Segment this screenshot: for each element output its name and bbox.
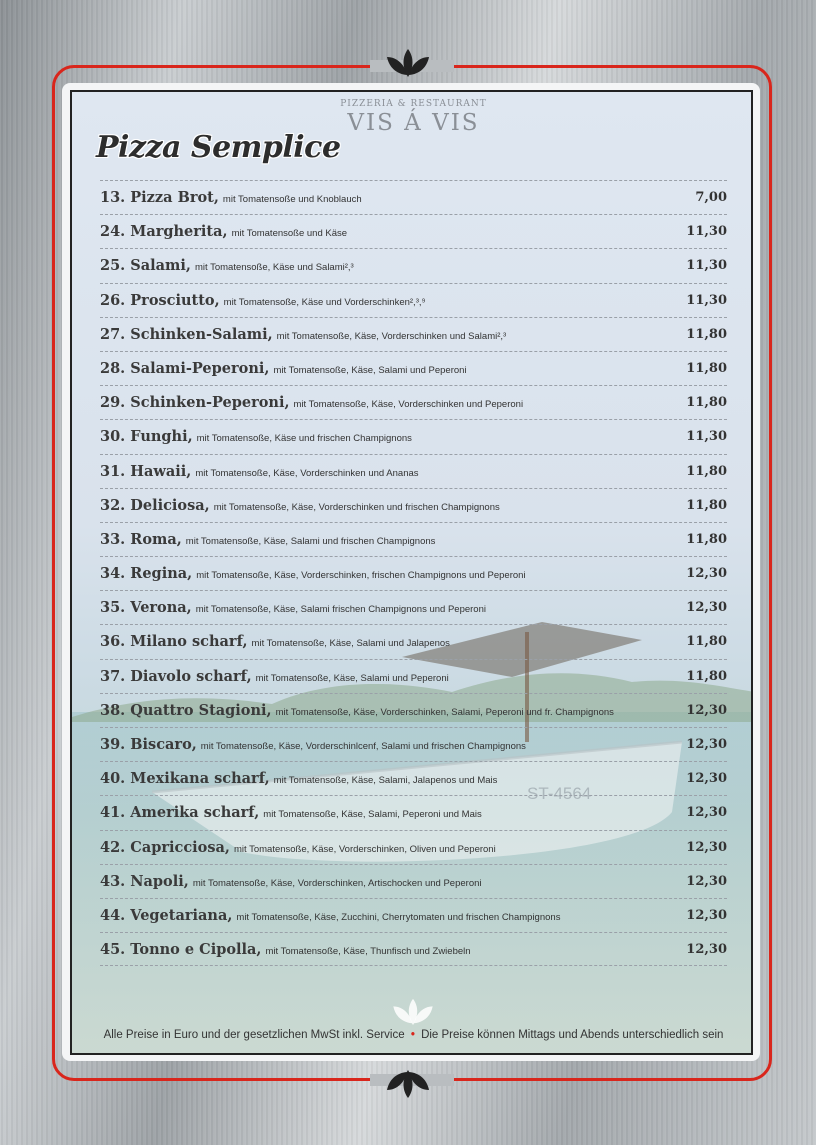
menu-item: [100, 864, 727, 898]
menu-item-description: mit Tomatensoße, Käse, Vorderschinken, Artischocken und Peperoni: [192, 877, 482, 889]
menu-item: [100, 214, 727, 248]
menu-item-price: 12,30: [686, 702, 727, 718]
menu-item: [100, 522, 727, 556]
menu-item-name: 29. Schinken-Peperoni, mit Tomatensoße, Käse, Vorderschinken und Peperoni: [100, 394, 524, 412]
menu-item-name: 13. Pizza Brot, mit Tomatensoße und Knoblauch: [100, 189, 362, 206]
menu-item-price: 12,30: [686, 566, 727, 582]
menu-item: [100, 830, 727, 864]
price-note: [72, 1029, 753, 1041]
menu-item-name: 34. Regina, mit Tomatensoße, Käse, Vorderschinken, frischen Champignons und Peperoni: [100, 565, 526, 583]
lotus-ornament-top-icon: [383, 47, 433, 79]
menu-item-name: 38. Quattro Stagioni, mit Tomatensoße, Käse, Vorderschinken, Salami, Peperoni und fr. Champignons: [100, 701, 614, 719]
menu-item-description: mit Tomatensoße, Käse, Salami frischen Champignons und Peperoni: [195, 604, 486, 616]
menu-item-name: 42. Capricciosa, mit Tomatensoße, Käse, Vorderschinken, Oliven und Peperoni: [100, 838, 496, 856]
menu-item-name: 32. Deliciosa, mit Tomatensoße, Käse, Vorderschinken und frischen Champignons: [100, 496, 500, 514]
menu-item-price: 11,80: [686, 634, 727, 650]
menu-item: [100, 454, 727, 488]
menu-item-price: 11,30: [686, 429, 727, 445]
menu-item-name: 28. Salami-Peperoni, mit Tomatensoße, Käse, Salami und Peperoni: [100, 359, 467, 377]
menu-item: [100, 590, 727, 624]
menu-item-description: mit Tomatensoße, Käse, Vorderschinken und frischen Champignons: [213, 501, 500, 513]
menu-item-price: 11,30: [686, 292, 727, 308]
menu-panel: [70, 90, 753, 1055]
menu-item-price: 12,30: [686, 737, 727, 752]
menu-item: [100, 419, 727, 453]
menu-item-description: mit Tomatensoße, Käse und frischen Champignons: [196, 433, 412, 445]
menu-item-price: 11,80: [686, 395, 727, 411]
menu-item-description: mit Tomatensoße, Käse, Salami und frischen Champignons: [185, 535, 436, 547]
menu-item-name: 31. Hawaii, mit Tomatensoße, Käse, Vorderschinken und Ananas: [100, 462, 419, 480]
menu-item-price: 12,30: [686, 771, 727, 787]
menu-item: [100, 488, 727, 522]
menu-item-description: mit Tomatensoße, Käse, Salami, Peperoni und Mais: [263, 809, 482, 821]
menu-item-name: 27. Schinken-Salami, mit Tomatensoße, Käse, Vorderschinken und Salami²,³: [100, 325, 507, 343]
menu-item: [100, 795, 727, 829]
menu-item-description: mit Tomatensoße, Käse, Salami und Peperoni: [255, 672, 449, 684]
menu-item-description: mit Tomatensoße, Käse, Salami, Jalapenos und Mais: [273, 775, 498, 787]
menu-item-description: mit Tomatensoße und Käse: [231, 228, 348, 240]
menu-item-description: mit Tomatensoße, Käse, Salami und Jalapenos: [251, 638, 450, 650]
menu-item-name: 43. Napoli, mit Tomatensoße, Käse, Vorderschinken, Artischocken und Peperoni: [100, 872, 482, 890]
menu-item-description: mit Tomatensoße, Käse und Salami²,³: [194, 262, 354, 274]
menu-item-description: mit Tomatensoße, Käse, Vorderschinken und Ananas: [195, 467, 419, 479]
menu-item-name: 25. Salami, mit Tomatensoße, Käse und Salami²,³: [100, 257, 354, 275]
menu-item-description: mit Tomatensoße, Käse, Zucchini, Cherrytomaten und frischen Champignons: [236, 911, 561, 923]
menu-item-name: 33. Roma, mit Tomatensoße, Käse, Salami und frischen Champignons: [100, 530, 436, 548]
menu-item-description: mit Tomatensoße, Käse, Vorderschinken, Salami, Peperoni und fr. Champignons: [275, 706, 614, 718]
menu-item-description: mit Tomatensoße und Knoblauch: [222, 194, 362, 205]
menu-item-description: mit Tomatensoße, Käse, Vorderschinken, frischen Champignons und Peperoni: [196, 570, 526, 582]
menu-item-name: 44. Vegetariana, mit Tomatensoße, Käse, Zucchini, Cherrytomaten und frischen Champignons: [100, 906, 561, 924]
menu-item-name: 40. Mexikana scharf, mit Tomatensoße, Käse, Salami, Jalapenos und Mais: [100, 770, 498, 788]
menu-item-price: 12,30: [686, 839, 727, 855]
menu-item-description: mit Tomatensoße, Käse, Vorderschinlcenf, Salami und frischen Champignons: [200, 741, 526, 752]
menu-item-description: mit Tomatensoße, Käse und Vorderschinken²,³,⁹: [223, 296, 426, 308]
menu-item-price: 12,30: [686, 907, 727, 923]
menu-item-price: 12,30: [686, 942, 727, 958]
menu-item-price: 11,80: [686, 463, 727, 479]
menu-item: [100, 761, 727, 795]
menu-item: [100, 248, 727, 282]
menu-item-price: 11,80: [686, 326, 727, 342]
menu-item: [100, 659, 727, 693]
menu-item-price: 11,80: [686, 497, 727, 513]
menu-item-price: 12,30: [686, 873, 727, 889]
menu-item-name: 36. Milano scharf, mit Tomatensoße, Käse, Salami und Jalapenos: [100, 633, 450, 651]
menu-item-name: 37. Diavolo scharf, mit Tomatensoße, Käse, Salami und Peperoni: [100, 667, 449, 685]
menu-item-description: mit Tomatensoße, Käse, Thunfisch und Zwiebeln: [265, 946, 471, 958]
menu-item-price: 11,80: [686, 531, 727, 547]
menu-item: [100, 385, 727, 419]
price-note-right: Die Preise können Mittags und Abends unterschiedlich sein: [421, 1029, 724, 1041]
menu-item-price: 7,00: [695, 190, 727, 205]
menu-item: [100, 556, 727, 590]
menu-item-name: 30. Funghi, mit Tomatensoße, Käse und frischen Champignons: [100, 428, 412, 446]
menu-item-name: 24. Margherita, mit Tomatensoße und Käse: [100, 223, 348, 241]
page-title: Pizza Semplice: [96, 130, 341, 165]
menu-item: [100, 727, 727, 761]
menu-item-description: mit Tomatensoße, Käse, Salami und Peperoni: [273, 364, 467, 376]
menu-item-price: 11,80: [686, 668, 727, 684]
lotus-watermark-icon: [389, 997, 437, 1027]
menu-item-name: 35. Verona, mit Tomatensoße, Käse, Salami frischen Champignons und Peperoni: [100, 599, 486, 617]
menu-list: [100, 180, 727, 966]
price-note-separator: •: [410, 1029, 415, 1041]
menu-item: [100, 932, 727, 966]
boat-label: ST-4564: [527, 784, 592, 803]
menu-item-description: mit Tomatensoße, Käse, Vorderschinken, Oliven und Peperoni: [233, 843, 496, 855]
menu-item: [100, 317, 727, 351]
brand-name: VIS Á VIS: [347, 110, 480, 136]
menu-item: [100, 351, 727, 385]
menu-item-description: mit Tomatensoße, Käse, Vorderschinken und Peperoni: [293, 399, 524, 411]
menu-item-price: 11,30: [686, 258, 727, 274]
price-note-left: Alle Preise in Euro und der gesetzlichen MwSt inkl. Service: [103, 1029, 405, 1041]
menu-item-name: 39. Biscaro, mit Tomatensoße, Käse, Vorderschinlcenf, Salami und frischen Champignons: [100, 736, 526, 753]
menu-item-name: 45. Tonno e Cipolla, mit Tomatensoße, Käse, Thunfisch und Zwiebeln: [100, 941, 471, 959]
menu-item-price: 11,30: [686, 224, 727, 240]
lotus-ornament-bottom-icon: [383, 1068, 433, 1100]
menu-item-name: 41. Amerika scharf, mit Tomatensoße, Käse, Salami, Peperoni und Mais: [100, 804, 482, 822]
menu-item-name: 26. Prosciutto, mit Tomatensoße, Käse und Vorderschinken²,³,⁹: [100, 291, 426, 309]
menu-item-price: 12,30: [686, 600, 727, 616]
brand-subtitle: PIZZERIA & RESTAURANT: [340, 99, 487, 109]
menu-item-price: 11,80: [686, 360, 727, 376]
menu-item-description: mit Tomatensoße, Käse, Vorderschinken und Salami²,³: [276, 330, 507, 342]
menu-item: [100, 283, 727, 317]
menu-item: [100, 898, 727, 932]
menu-item-price: 12,30: [686, 805, 727, 821]
menu-item: [100, 180, 727, 214]
menu-item: [100, 624, 727, 658]
menu-item: [100, 693, 727, 727]
